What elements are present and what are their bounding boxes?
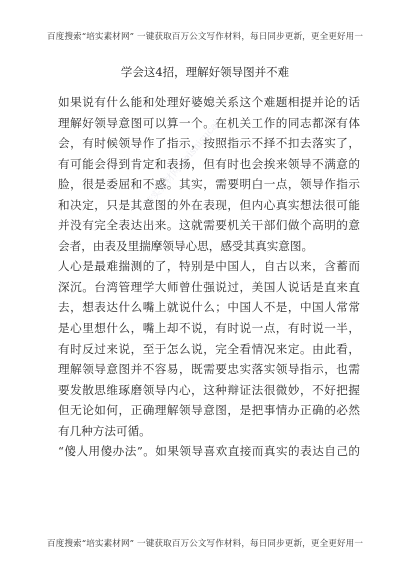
body-line: 理解领导意图并不容易，既需要忠实落实领导指示，也需 bbox=[58, 362, 360, 377]
body-line: “傻人用傻办法”。如果领导喜欢直接而真实的表达自己的 bbox=[58, 444, 360, 459]
body-line: 和决定，只是其意图的外在表现，但内心真实想法很可能 bbox=[58, 197, 360, 212]
body-line: 有时反过来说，至于怎么说，完全看情况来定。由此看， bbox=[58, 341, 360, 356]
body-line: 但无论如何，正确理解领导意图，是把事情办正确的必然 bbox=[58, 403, 360, 418]
watermark: 培实素材网 peishisucai bbox=[143, 118, 223, 210]
article-body bbox=[58, 92, 360, 462]
body-line: 去，想表达什么嘴上就说什么；中国人不是，中国人常常 bbox=[58, 300, 360, 315]
page-footer: 百度搜索“培实素材网” 一键获取百万公文写作材料，每日同步更新，更全更好用一 bbox=[46, 539, 364, 549]
page-header: 百度搜索“培实素材网” 一键获取百万公文写作材料，每日同步更新，更全更好用一 bbox=[46, 32, 364, 42]
body-line: 有几种方法可循。 bbox=[58, 423, 151, 438]
body-line: 会者，由表及里揣摩领导心思，感受其真实意图。 bbox=[58, 238, 314, 253]
body-line: 理解好领导意图可以算一个。在机关工作的同志都深有体 bbox=[58, 115, 360, 130]
body-line: 会，有时候领导作了指示，按照指示不择不扣去落实了， bbox=[58, 136, 360, 151]
body-line: 并没有完全表达出来。这就需要机关干部们做个高明的意 bbox=[58, 218, 360, 233]
body-line: 人心是最难揣测的了，特别是中国人，自古以来，含蓄而 bbox=[58, 259, 360, 274]
article-title: 学会这4招，理解好领导图并不难 bbox=[120, 65, 290, 79]
body-line: 如果说有什么能和处理好婆媳关系这个难题相提并论的话 bbox=[58, 95, 360, 109]
body-line: 要发散思维琢磨领导内心，这种辩证法很微妙，不好把握 bbox=[58, 382, 360, 397]
body-line: 有可能会得到肯定和表扬，但有时也会挨来领导不满意的 bbox=[58, 156, 360, 171]
body-line: 是心里想什么，嘴上却不说，有时说一点，有时说一半， bbox=[58, 321, 360, 336]
body-line: 深沉。台湾管理学大师曾仕强说过，美国人说话是直来直 bbox=[58, 279, 360, 294]
body-line: 脸，很是委屈和不惑。其实，需要明白一点，领导作指示 bbox=[58, 177, 360, 192]
